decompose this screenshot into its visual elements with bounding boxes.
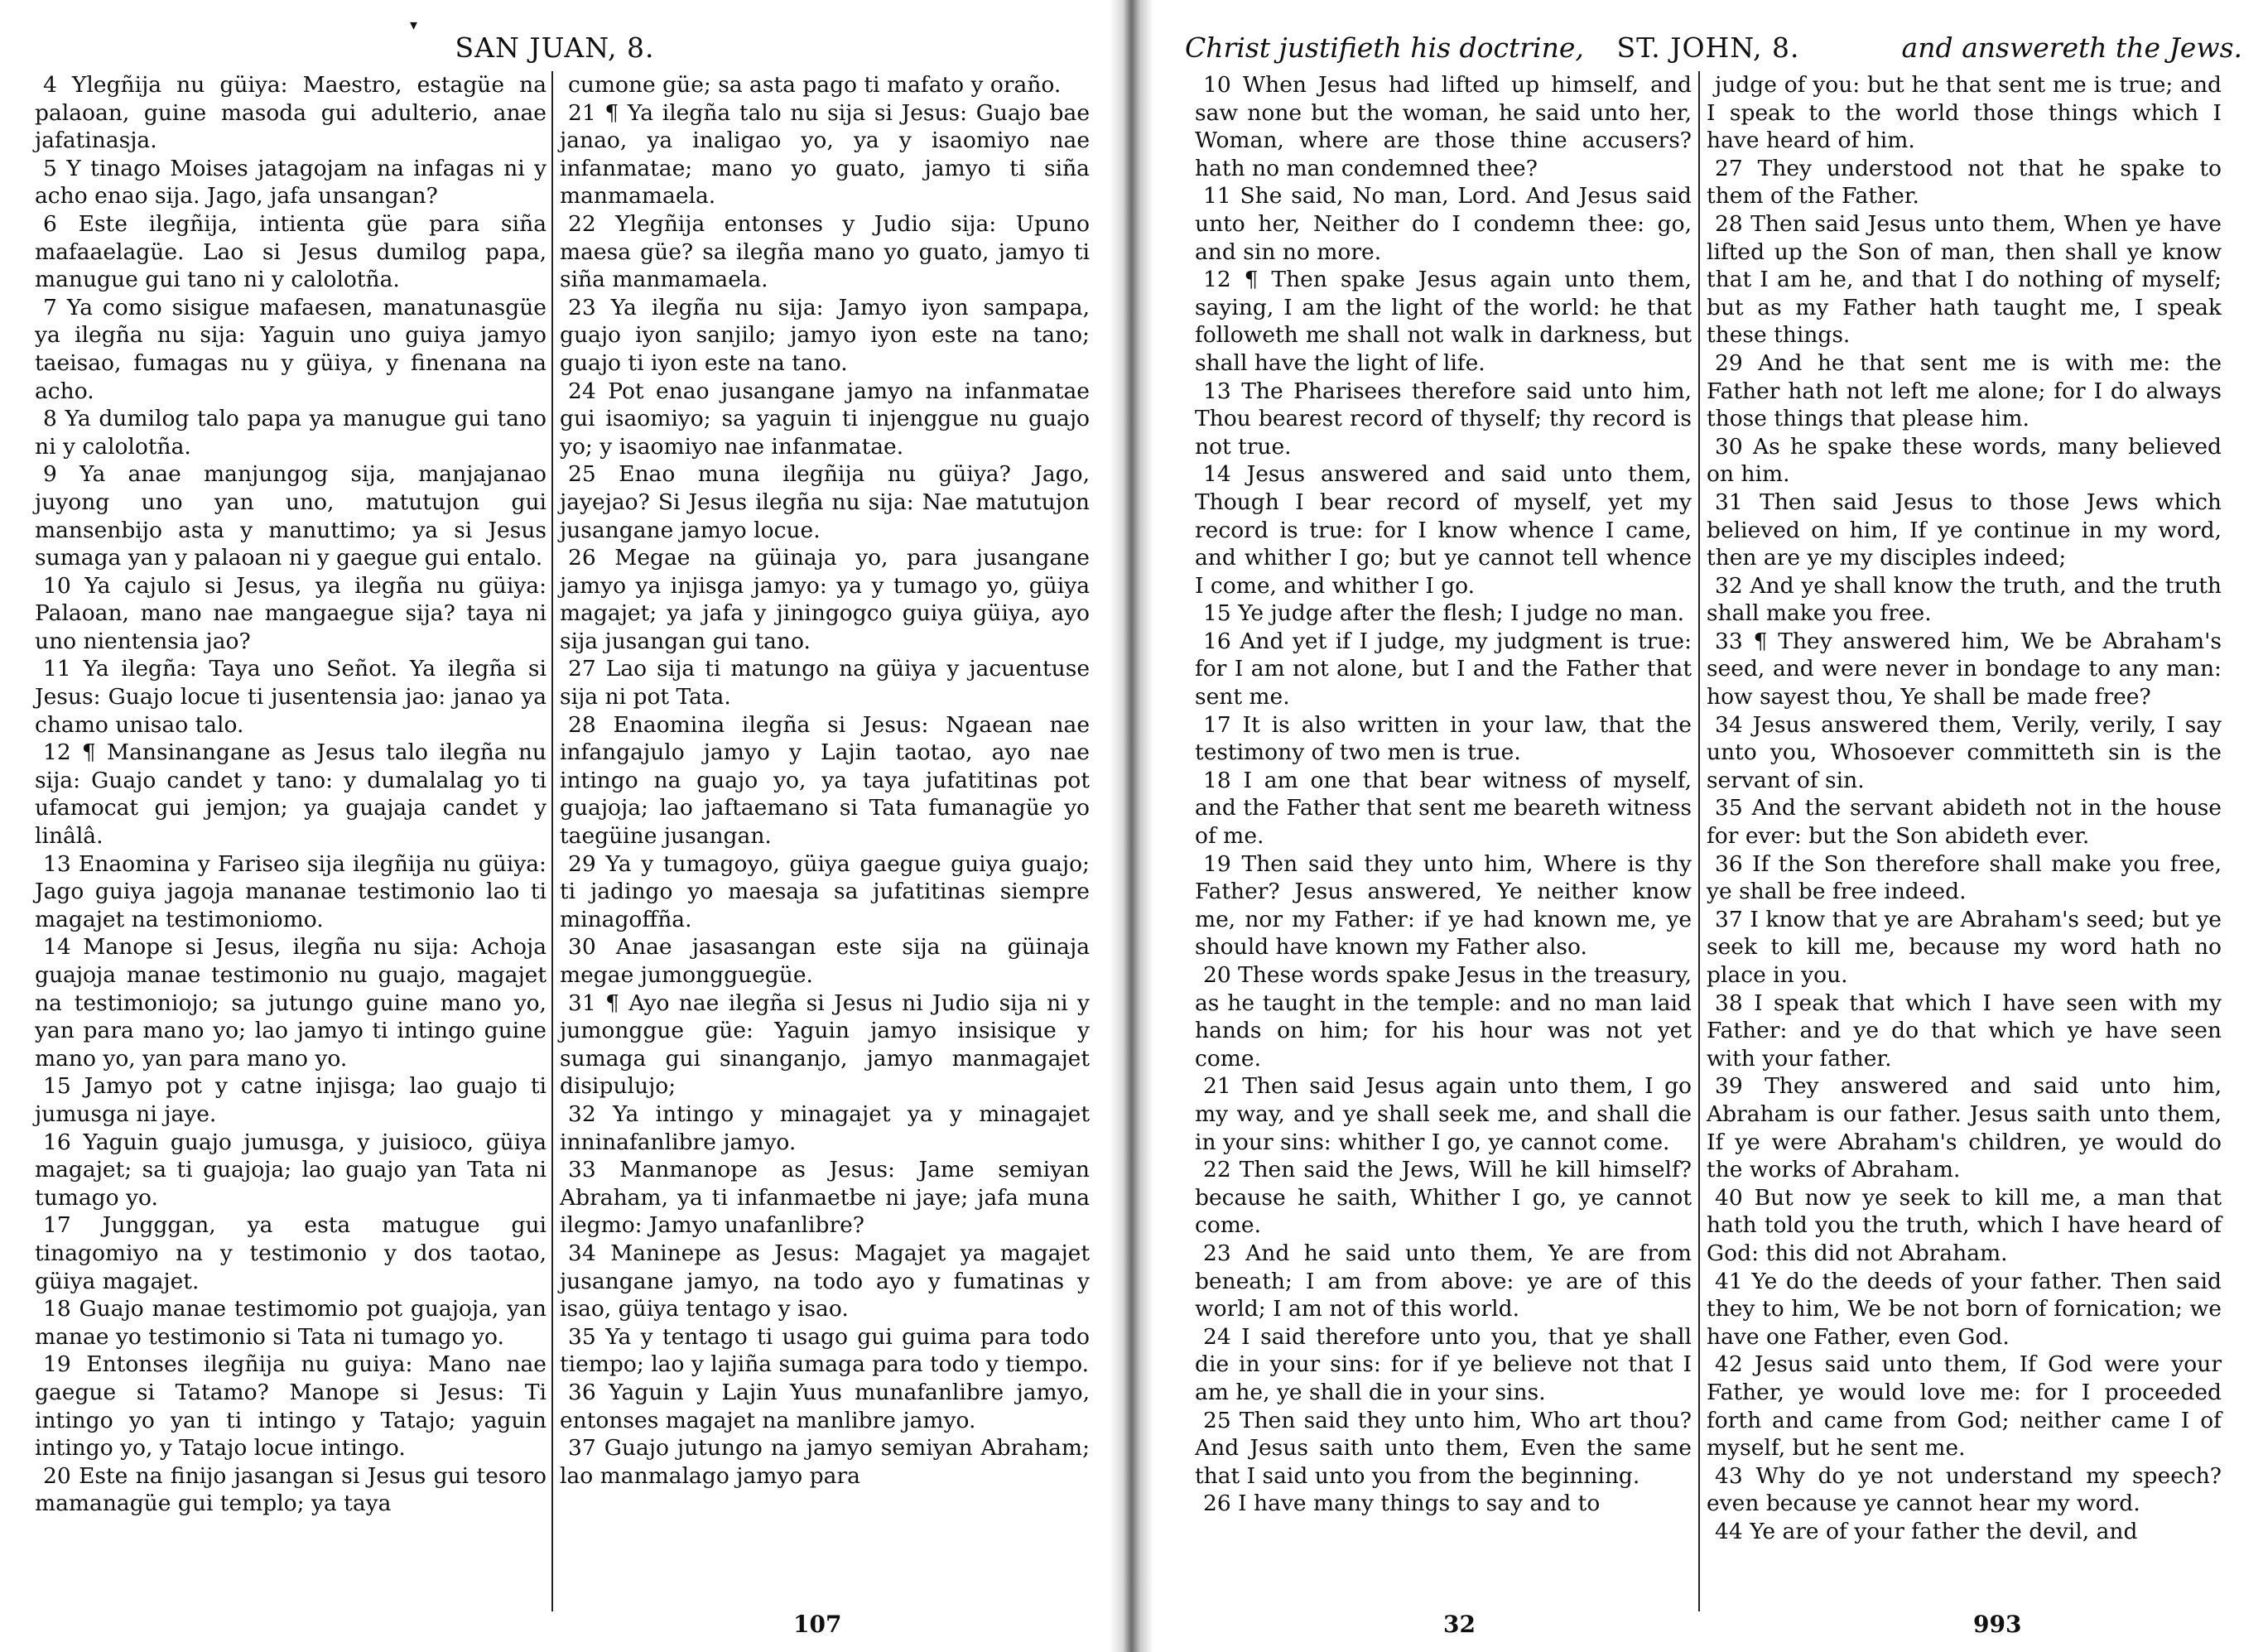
- right-page: [1153, 0, 2263, 1652]
- verse: 37 I know that ye are Abraham's seed; but ye seek to kill me, because my word hath no place in you.: [1707, 906, 2222, 988]
- verse: 17 Jungggan, ya esta matugue gui tinagomiyo na y testimonio y dos taotao, güiya magajet.: [35, 1212, 546, 1294]
- right-header-right: and answereth the Jews.: [1901, 31, 2242, 64]
- verse: 33 ¶ They answered him, We be Abraham's seed, and were never in bondage to any man: how sayest thou, Ye shall be made free?: [1707, 628, 2222, 710]
- verse: 13 The Pharisees therefore said unto him, Thou bearest record of thyself; thy record is not true.: [1195, 378, 1692, 460]
- column-rule: [1698, 71, 1700, 1611]
- verse: 23 Ya ilegña nu sija: Jamyo iyon sampapa, guajo iyon sanjilo; jamyo iyon este na tano; guajo ti iyon este na tano.: [560, 294, 1090, 376]
- verse: 5 Y tinago Moises jatagojam na infagas ni y acho enao sija. Jago, jafa unsangan?: [35, 155, 546, 210]
- verse: 4 Ylegñija nu güiya: Maestro, estagüe na palaoan, guine masoda gui adulterio, anae jafatinasja.: [35, 72, 546, 154]
- verse: 22 Then said the Jews, Will he kill himself? because he saith, Whither I go, ye cannot come.: [1195, 1157, 1692, 1239]
- column-rule: [551, 71, 553, 1611]
- verse: 37 Guajo jutungo na jamyo semiyan Abraham; lao manmalago jamyo para: [560, 1435, 1090, 1489]
- verse: 26 I have many things to say and to: [1203, 1491, 1601, 1517]
- verse: 9 Ya anae manjungog sija, manjajanao juyong uno yan uno, matutujon gui mansenbijo asta y manuttimo; ya si Jesus sumaga yan y palaoan ni y gaegue gui entalo.: [35, 461, 546, 571]
- verse: 11 Ya ilegña: Taya uno Señot. Ya ilegña si Jesus: Guajo locue ti jusentensia jao: janao ya chamo unisao talo.: [35, 656, 546, 738]
- verse: 10 When Jesus had lifted up himself, and saw none but the woman, he said unto her, Woman, where are those thine accusers? hath no man condemned thee?: [1195, 72, 1692, 181]
- verse: 19 Entonses ilegñija nu guiya: Mano nae gaegue si Tatamo? Manope si Jesus: Ti intingo yo yan ti intingo y Tatajo; yaguin intingo yo, y Tatajo locue intingo.: [35, 1351, 546, 1462]
- verse: 27 They understood not that he spake to them of the Father.: [1707, 155, 2222, 210]
- right-signature-mark: 32: [1443, 1611, 1476, 1638]
- verse: 25 Then said they unto him, Who art thou? And Jesus saith unto them, Even the same that I said unto you from the beginning.: [1195, 1407, 1692, 1489]
- right-column-1: [1195, 71, 1692, 1518]
- verse: 30 As he spake these words, many believed on him.: [1707, 433, 2222, 488]
- left-column-1: [35, 71, 546, 1518]
- verse: 16 And yet if I judge, my judgment is true: for I am not alone, but I and the Father that sent me.: [1195, 628, 1692, 710]
- verse: 21 Then said Jesus again unto them, I go my way, and ye shall seek me, and shall die in your sins: whither I go, ye cannot come.: [1195, 1073, 1692, 1155]
- verse: 29 And he that sent me is with me: the Father hath not left me alone; for I do always those things that please him.: [1707, 349, 2222, 432]
- verse: 27 Lao sija ti matungo na güiya y jacuentuse sija ni pot Tata.: [560, 656, 1090, 710]
- verse: judge of you: but he that sent me is true; and I speak to the world those things which I have heard of him.: [1707, 72, 2222, 154]
- verse: 19 Then said they unto him, Where is thy Father? Jesus answered, Ye neither know me, nor my Father: if ye had known me, ye should have known my Father also.: [1195, 850, 1692, 961]
- verse: 17 It is also written in your law, that the testimony of two men is true.: [1195, 711, 1692, 766]
- verse: 12 ¶ Mansinangane as Jesus talo ilegña nu sija: Guajo candet y tano: y dumalalag yo ti ufamocat gui jemjon; ya guajaja candet y linâlâ.: [35, 739, 546, 850]
- verse: 36 Yaguin y Lajin Yuus munafanlibre jamyo, entonses magajet na manlibre jamyo.: [560, 1379, 1090, 1433]
- verse: 31 Then said Jesus to those Jews which believed on him, If ye continue in my word, then are ye my disciples indeed;: [1707, 489, 2222, 571]
- verse: 7 Ya como sisigue mafaesen, manatunasgüe ya ilegña nu sija: Yaguin uno guiya jamyo taeisao, fumagas nu y güiya, y finenana na acho.: [35, 294, 546, 404]
- verse: 28 Then said Jesus unto them, When ye have lifted up the Son of man, then shall ye know that I am he, and that I do nothing of myself; but as my Father hath taught me, I speak these things.: [1707, 210, 2222, 349]
- verse: 30 Anae jasasangan este sija na güinaja megae jumongguegüe.: [560, 934, 1090, 988]
- verse: 42 Jesus said unto them, If God were your Father, ye would love me: for I proceeded forth and came from God; neither came I of myself, but he sent me.: [1707, 1351, 2222, 1462]
- verse: 6 Este ilegñija, intienta güe para siña mafaaelagüe. Lao si Jesus dumilog papa, manugue gui tano ni y calolotña.: [35, 210, 546, 293]
- verse: 15 Ye judge after the flesh; I judge no man.: [1203, 600, 1685, 627]
- verse: 44 Ye are of your father the devil, and: [1715, 1518, 2138, 1544]
- verse: 32 And ye shall know the truth, and the truth shall make you free.: [1707, 572, 2222, 627]
- verse: 15 Jamyo pot y catne injisga; lao guajo ti jumusga ni jaye.: [35, 1073, 546, 1127]
- right-page-header: [1153, 31, 2263, 68]
- verse: 33 Manmanope as Jesus: Jame semiyan Abraham, ya ti infanmaetbe ni jaye; jafa muna ilegmo: Jamyo unafanlibre?: [560, 1157, 1090, 1239]
- left-running-head: SAN JUAN, 8.: [455, 31, 655, 64]
- verse: 14 Manope si Jesus, ilegña nu sija: Achoja guajoja manae testimonio nu guajo, magajet na testimoniojo; sa jutungo guine mano yo, yan para mano yo; lao jamyo ti intingo guine mano yo, yan para mano yo.: [35, 934, 546, 1072]
- verse: 38 I speak that which I have seen with my Father: and ye do that which ye have seen with your father.: [1707, 990, 2222, 1072]
- verse: 8 Ya dumilog talo papa ya manugue gui tano ni y calolotña.: [35, 406, 546, 460]
- left-column-2: [560, 71, 1090, 1490]
- verse: 21 ¶ Ya ilegña talo nu sija si Jesus: Guajo bae janao, ya inaligao yo, ya y isaomiyo nae infanmatae; mano yo guato, jamyo ti siña manmamaela.: [560, 99, 1090, 210]
- left-page: [0, 0, 1110, 1652]
- verse: 11 She said, No man, Lord. And Jesus said unto her, Neither do I condemn thee: go, and sin no more.: [1195, 183, 1692, 265]
- verse: 41 Ye do the deeds of your father. Then said they to him, We be not born of fornication; we have one Father, even God.: [1707, 1268, 2222, 1350]
- verse: 24 Pot enao jusangane jamyo na infanmatae gui isaomiyo; sa yaguin ti injenggue nu guajo yo; y isaomiyo nae infanmatae.: [560, 378, 1090, 460]
- verse: cumone güe; sa asta pago ti mafato y oraño.: [568, 72, 1062, 98]
- verse: 43 Why do ye not understand my speech? even because ye cannot hear my word.: [1707, 1462, 2222, 1517]
- verse: 12 ¶ Then spake Jesus again unto them, saying, I am the light of the world: he that followeth me shall not walk in darkness, but shall have the light of life.: [1195, 267, 1692, 376]
- verse: 35 And the servant abideth not in the house for ever: but the Son abideth ever.: [1707, 795, 2222, 850]
- verse: 20 These words spake Jesus in the treasury, as he taught in the temple: and no man laid hands on him; for his hour was not yet come.: [1195, 962, 1692, 1072]
- verse: 31 ¶ Ayo nae ilegña si Jesus ni Judio sija ni y jumonggue güe: Yaguin jamyo insisique y sumaga gui sinanganjo, jamyo manmagajet disipulujo;: [560, 990, 1090, 1100]
- verse: 26 Megae na güinaja yo, para jusangane jamyo ya injisga jamyo: ya y tumago yo, güiya magajet; ya jafa y jiningogco guiya güiya, ayo sija jusangan gui tano.: [560, 545, 1090, 654]
- right-running-head: ST. JOHN, 8.: [1616, 31, 1800, 64]
- verse: 32 Ya intingo y minagajet ya y minagajet inninafanlibre jamyo.: [560, 1101, 1090, 1155]
- verse: 14 Jesus answered and said unto them, Though I bear record of myself, yet my record is true: for I know whence I came, and whither I go; but ye cannot tell whence I come, and whither I go.: [1195, 461, 1692, 599]
- verse: 20 Este na finijo jasangan si Jesus gui tesoro mamanagüe gui templo; ya taya: [35, 1462, 546, 1517]
- verse: 18 I am one that bear witness of myself, and the Father that sent me beareth witness of me.: [1195, 767, 1692, 850]
- verse: 36 If the Son therefore shall make you free, ye shall be free indeed.: [1707, 850, 2222, 905]
- verse: 24 I said therefore unto you, that ye shall die in your sins: for if ye believe not that I am he, ye shall die in your sins.: [1195, 1323, 1692, 1405]
- right-header-left: Christ justifieth his doctrine,: [1185, 31, 1584, 64]
- verse: 39 They answered and said unto him, Abraham is our father. Jesus saith unto them, If ye were Abraham's children, ye would do the works of Abraham.: [1707, 1073, 2222, 1183]
- verse: 16 Yaguin guajo jumusga, y juisioco, güiya magajet; sa ti guajoja; lao guajo yan Tata ni tumago yo.: [35, 1129, 546, 1211]
- left-page-number: 107: [793, 1611, 842, 1638]
- verse: 18 Guajo manae testimomio pot guajoja, yan manae yo testimonio si Tata ni tumago yo.: [35, 1296, 546, 1350]
- right-column-2: [1707, 71, 2222, 1545]
- verse: 10 Ya cajulo si Jesus, ya ilegña nu güiya: Palaoan, mano nae mangaegue sija? taya ni uno nientensia jao?: [35, 572, 546, 654]
- stray-mark: ▾: [410, 17, 418, 34]
- verse: 29 Ya y tumagoyo, güiya gaegue guiya guajo; ti jadingo yo maesaja sa jufatitinas siempre minagoffña.: [560, 850, 1090, 932]
- left-page-header: [0, 31, 1110, 68]
- verse: 23 And he said unto them, Ye are from beneath; I am from above: ye are of this world; I am not of this world.: [1195, 1240, 1692, 1322]
- right-page-number: 993: [1973, 1611, 2022, 1638]
- verse: 13 Enaomina y Fariseo sija ilegñija nu güiya: Jago guiya jagoja mananae testimonio lao ti magajet na testimoniomo.: [35, 850, 546, 932]
- verse: 22 Ylegñija entonses y Judio sija: Upuno maesa güe? sa ilegña mano yo guato, jamyo ti siña manmamaela.: [560, 210, 1090, 293]
- verse: 40 But now ye seek to kill me, a man that hath told you the truth, which I have heard of God: this did not Abraham.: [1707, 1184, 2222, 1266]
- verse: 34 Jesus answered them, Verily, verily, I say unto you, Whosoever committeth sin is the servant of sin.: [1707, 711, 2222, 793]
- verse: 28 Enaomina ilegña si Jesus: Ngaean nae infangajulo jamyo y Lajin taotao, ayo nae intingo na guajo yo, ya taya jufatitinas pot guajoja; lao jaftaemano si Tata fumanagüe yo taegüine jusangan.: [560, 711, 1090, 850]
- verse: 34 Maninepe as Jesus: Magajet ya magajet jusangane jamyo, na todo ayo y fumatinas y isao, güiya tentago y isao.: [560, 1240, 1090, 1322]
- verse: 35 Ya y tentago ti usago gui guima para todo tiempo; lao y lajiña sumaga para todo y tiempo.: [560, 1323, 1090, 1378]
- verse: 25 Enao muna ilegñija nu güiya? Jago, jayejao? Si Jesus ilegña nu sija: Nae matutujon jusangane jamyo locue.: [560, 461, 1090, 543]
- book-gutter: [1110, 0, 1153, 1652]
